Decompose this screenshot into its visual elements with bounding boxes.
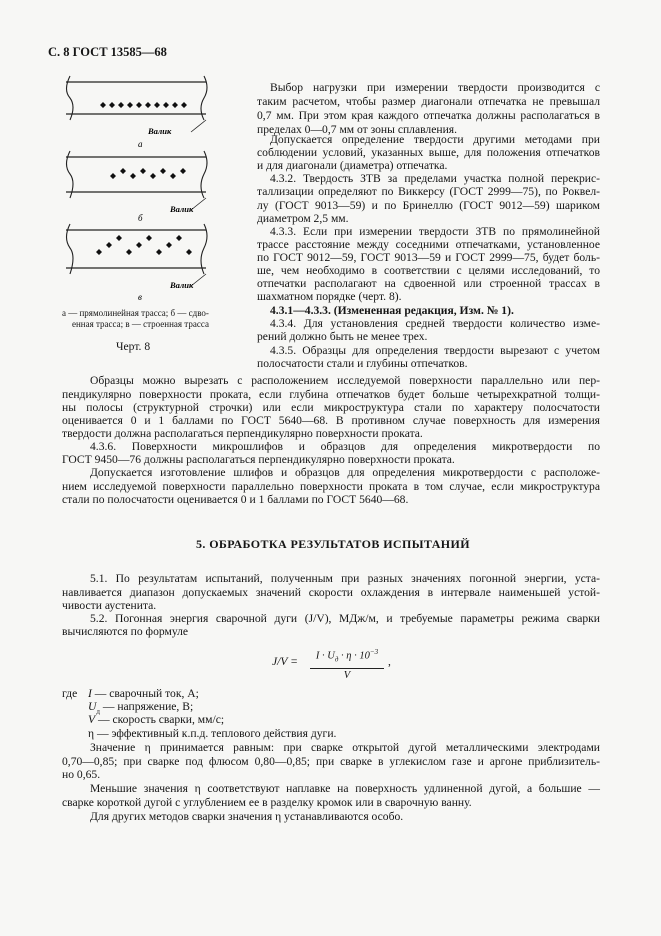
text-line: 4.3.4. Для установления средней твердости количество изме- xyxy=(270,317,600,330)
sub-label-c: в xyxy=(138,292,142,302)
where-intro: где xyxy=(62,687,78,700)
text-line: трассе расстояние между соседними отпечатками, установленное xyxy=(257,238,600,251)
formula-numerator: $I \cdot U_д \cdot \eta \cdot 10^{-3}$ xyxy=(315,648,379,664)
indentation-row-a xyxy=(100,102,187,108)
text-line: 5.1. По результатам испытаний, полученным при разных значениях погонной энергии, уста- xyxy=(90,572,600,585)
text-line: вычисляются по формуле xyxy=(62,625,189,638)
fraction-bar xyxy=(310,668,384,669)
roller-label-c: Валик xyxy=(170,280,194,290)
amendment-text: 4.3.1—4.3.3. (Измененная редакция, Изм. № 1). xyxy=(270,304,514,317)
text-line: 4.3.3. Если при измерении твердости ЗТВ по прямолинейной xyxy=(270,225,600,238)
text-line: полосчатости стали и глубины отпечатков. xyxy=(257,357,468,370)
text-line: но 0,65. xyxy=(62,768,101,781)
formula-fraction xyxy=(310,646,384,682)
where-item: I — сварочный ток, А; xyxy=(88,687,199,700)
text-line: нием исследуемой поверхности параллельно поверхности проката в том случае, если микроструктура xyxy=(62,480,600,493)
where-item: η — эффективный к.п.д. теплового действия дуги. xyxy=(88,727,337,740)
text-line: Образцы можно вырезать с расположением исследуемой поверхности параллельно или пер- xyxy=(90,374,600,387)
text-line: по ГОСТ 9012—59, ГОСТ 9013—59 и ГОСТ 2999—75, будет боль- xyxy=(257,251,600,264)
text-line: отпечатки располагают на сдвоенной или строенной трассах в xyxy=(257,277,600,290)
text-line: твердости должна располагаться перпендикулярно поверхности проката. xyxy=(62,427,423,440)
text-line: диаметром 2,5 мм. xyxy=(257,212,349,225)
formula-denominator: V xyxy=(343,669,351,681)
formula-lhs: J/V = xyxy=(272,655,298,668)
text-line: Значение η принимается равным: при сварке открытой дугой металлическими электродами xyxy=(90,741,600,754)
text-line: оценивается 0 и 1 баллами по ГОСТ 5640—68. В противном случае поверхность для измерения xyxy=(62,414,600,427)
figure-caption-line-1: а — прямолинейная трасса; б — сдво- xyxy=(62,308,209,318)
roller-label-b: Валик xyxy=(170,204,194,214)
text-line: Для других методов сварки значения η устанавливаются особо. xyxy=(90,810,404,823)
text-line: таким расчетом, чтобы размер диагонали отпечатка не превышал xyxy=(257,95,600,108)
figure-drawing xyxy=(58,70,218,310)
text-line: ГОСТ 9450—76 должны располагаться перпендикулярно поверхности проката. xyxy=(62,453,455,466)
text-line: Выбор нагрузки при измерении твердости производится с xyxy=(270,81,600,94)
roller-label-a: Валик xyxy=(148,126,172,136)
figure-title: Черт. 8 xyxy=(116,340,151,353)
where-item: V — скорость сварки, мм/с; xyxy=(88,713,225,726)
section-heading: 5. ОБРАБОТКА РЕЗУЛЬТАТОВ ИСПЫТАНИЙ xyxy=(196,537,470,551)
text-line: лу (ГОСТ 9013—59) и по Бринеллю (ГОСТ 9012—59) шариком xyxy=(257,199,600,212)
indentation-rows-b xyxy=(110,168,186,179)
sub-label-a: а xyxy=(138,139,143,149)
text-line: пределах 0—0,7 мм от зоны сплавления. xyxy=(257,123,458,136)
figure-caption-line-2: енная трасса; в — строенная трасса xyxy=(72,319,209,329)
text-line: пендикулярно поверхности проката, если глубина отпечатков будет больше четырехкратной толщи- xyxy=(62,388,600,401)
text-line: навливается диапазон допускаемых значений скорости охлаждения в интервале наименьшей устой- xyxy=(62,586,600,599)
text-line: Допускается определение твердости другими методами при xyxy=(270,133,600,146)
text-line: 0,70—0,85; при сварке под флюсом 0,80—0,85; при сварке в углекислом газе и аргоне приблизитель- xyxy=(62,755,600,768)
text-line: и для диагонали (диаметра) отпечатка. xyxy=(257,159,448,172)
text-line: 4.3.2. Твердость ЗТВ за пределами участка полной перекрис- xyxy=(270,172,600,185)
where-item: $U_д$ — напряжение, В; xyxy=(88,700,194,716)
text-line: шахматном порядке (черт. 8). xyxy=(257,290,402,303)
page-header: С. 8 ГОСТ 13585—68 xyxy=(48,45,167,59)
text-line: 5.2. Погонная энергия сварочной дуги (J/V), МДж/м, и требуемые параметры режима сварки xyxy=(90,612,600,625)
figure-chert-8 xyxy=(58,70,218,330)
specimen-a xyxy=(66,76,207,149)
text-line: Меньшие значения η соответствуют наплавке на поверхность удлиненной дугой, а большие — xyxy=(90,782,600,795)
indentation-rows-c xyxy=(96,235,192,255)
text-line: Допускается изготовление шлифов и образцов для определения микротвердости с расположе- xyxy=(90,466,600,479)
text-line: 0,7 мм. При этом края каждого отпечатка должны располагаться в xyxy=(257,109,600,122)
text-line: чивости аустенита. xyxy=(62,599,157,612)
specimen-b xyxy=(66,151,207,223)
text-line: соблюдении условий, указанных выше, для положения отпечатков xyxy=(257,146,600,159)
formula xyxy=(272,646,442,681)
sub-label-b: б xyxy=(138,213,143,223)
specimen-c xyxy=(66,224,207,302)
text-line: сварке короткой дугой с углублением ее в разделку кромок или в сварочную ванну. xyxy=(62,796,472,809)
text-line: таллизации определяют по Виккерсу (ГОСТ 2999—75), по Роквел- xyxy=(257,185,600,198)
formula-tail: , xyxy=(388,655,391,668)
text-line: стали по полосчатости оценивается 0 и 1 баллами по ГОСТ 5640—68. xyxy=(62,493,409,506)
amendment-note xyxy=(270,304,514,318)
text-line: 4.3.5. Образцы для определения твердости вырезают с учетом xyxy=(270,344,600,357)
text-line: рений должно быть не менее трех. xyxy=(257,330,428,343)
text-line: ны полосы (структурной строчки) или если микроструктура стали по характеру полосчатости xyxy=(62,401,600,414)
text-line: 4.3.6. Поверхности микрошлифов и образцов для определения микротвердости по xyxy=(90,440,600,453)
leader-line xyxy=(191,120,206,132)
text-line: ше, чем необходимо в соответствии с целями исследований, то xyxy=(257,264,600,277)
